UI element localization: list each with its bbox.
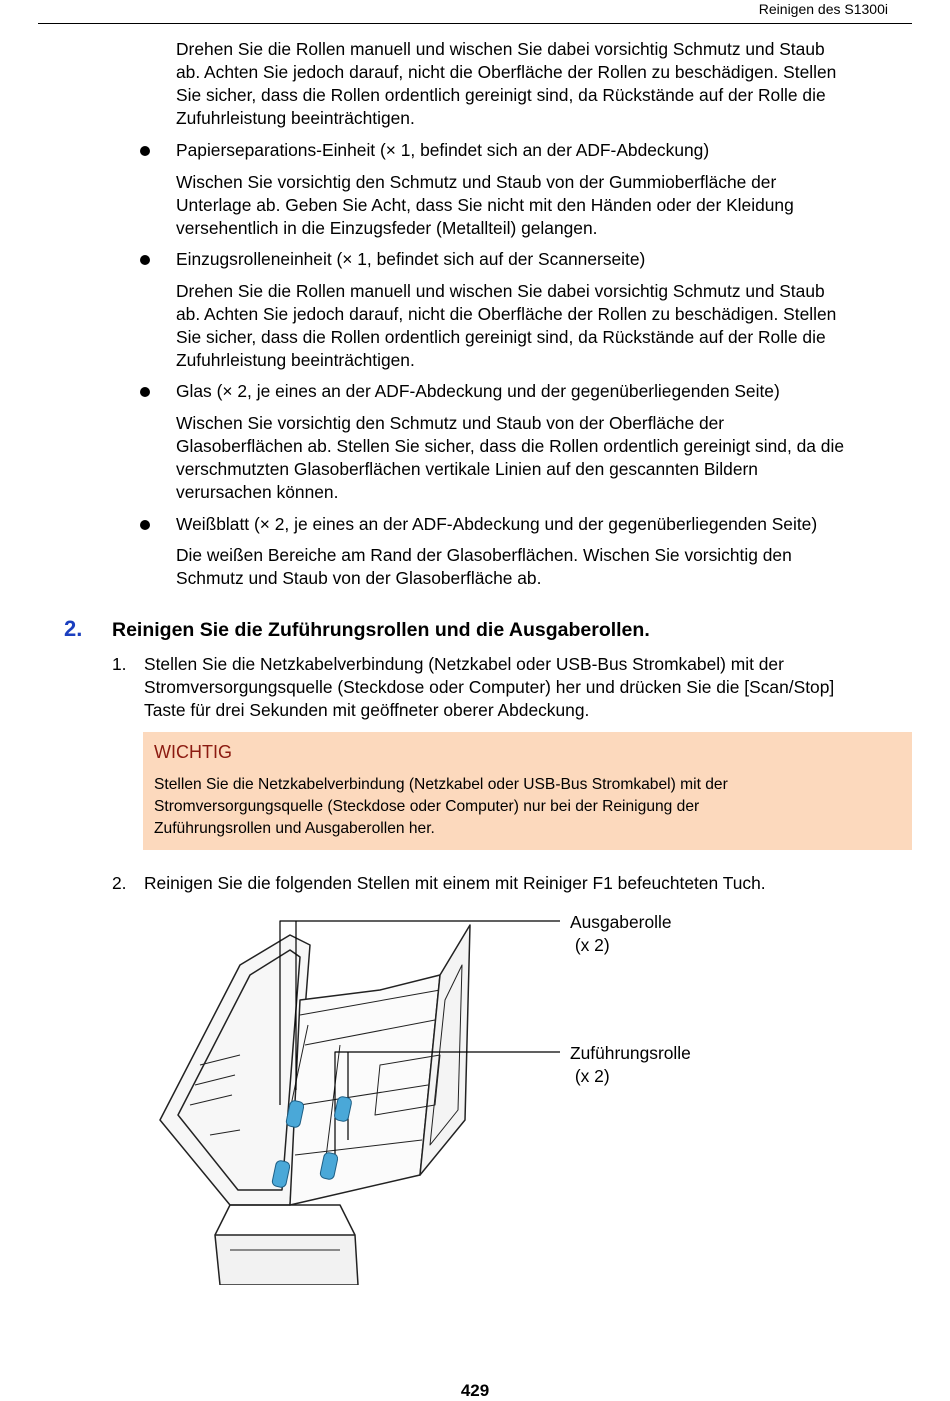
substep-text [144, 653, 914, 722]
running-header: Reinigen des S1300i [758, 1, 888, 17]
scanner-illustration [140, 905, 740, 1285]
text-line: Zufuhrleistung beeinträchtigen. [176, 108, 415, 128]
bullet-dot-icon [140, 520, 150, 530]
bullet-description [176, 544, 916, 590]
text-line: Drehen Sie die Rollen manuell und wischen Sie dabei vorsichtig Schmutz und Staub [176, 39, 825, 59]
text-line: Stromversorgungsquelle (Steckdose oder Computer) nur bei der Reinigung der [154, 798, 700, 815]
bullet-dot-icon [140, 255, 150, 265]
text-line: Schmutz und Staub von der Glasoberfläche ab. [176, 568, 542, 588]
callout-ausgaberolle [570, 911, 672, 957]
page-number: 429 [460, 1381, 490, 1400]
important-note [143, 732, 912, 850]
scanner-body-outline [290, 975, 440, 1205]
bullet-dot-icon [140, 146, 150, 156]
text-line: Zuführungsrollen und Ausgaberollen her. [154, 820, 435, 837]
text-line: Unterlage ab. Geben Sie Acht, dass Sie nicht mit den Händen oder der Kleidung [176, 195, 794, 215]
text-line: verschmutzten Glasoberflächen vertikale Linien auf den gescannten Bildern [176, 459, 758, 479]
text-line: Wischen Sie vorsichtig den Schmutz und Staub von der Oberfläche der [176, 413, 725, 433]
callout-zufuehrungsrolle [570, 1042, 691, 1088]
step-number: 2. [64, 616, 83, 641]
scanner-front-base [215, 1235, 358, 1285]
text-line: Stromversorgungsquelle (Steckdose oder Computer) her und drücken Sie die [Scan/Stop] [144, 677, 835, 697]
text-line: Stellen Sie die Netzkabelverbindung (Netzkabel oder USB-Bus Stromkabel) mit der [144, 654, 784, 674]
bullet-title: Weißblatt (× 2, je eines an der ADF-Abdeckung und der gegenüberliegenden Seite) [176, 514, 818, 534]
text-line: Sie sicher, dass die Rollen ordentlich gereinigt sind, da Rückstände auf der Rolle die [176, 327, 826, 347]
scanner-drawing [140, 905, 740, 1285]
intro-paragraph [176, 38, 916, 130]
text-line: Reinigen Sie die folgenden Stellen mit einem mit Reiniger F1 befeuchteten Tuch. [144, 873, 766, 893]
bullet-title: Papierseparations-Einheit (× 1, befindet sich an der ADF-Abdeckung) [176, 140, 710, 160]
text-line: Glasoberflächen ab. Stellen Sie sicher, dass die Rollen ordentlich gereinigt sind, da die [176, 436, 845, 456]
substep-number: 2. [112, 873, 127, 893]
substep-number: 1. [112, 654, 127, 674]
callout-label-line: Ausgaberolle [570, 912, 672, 932]
text-line: Die weißen Bereiche am Rand der Glasoberflächen. Wischen Sie vorsichtig den [176, 545, 792, 565]
text-line: ab. Achten Sie jedoch darauf, nicht die Oberfläche der Rollen zu beschädigen. Stellen [176, 62, 837, 82]
text-line: Sie sicher, dass die Rollen ordentlich gereinigt sind, da Rückstände auf der Rolle die [176, 85, 826, 105]
text-line: Wischen Sie vorsichtig den Schmutz und Staub von der Gummioberfläche der [176, 172, 777, 192]
text-line: Stellen Sie die Netzkabelverbindung (Netzkabel oder USB-Bus Stromkabel) mit der [154, 776, 728, 793]
bullet-dot-icon [140, 387, 150, 397]
text-line: versehentlich in die Einzugsfeder (Metallteil) gelangen. [176, 218, 598, 238]
bullet-title: Einzugsrolleneinheit (× 1, befindet sich auf der Scannerseite) [176, 249, 646, 269]
callout-label-line: (x 2) [570, 935, 610, 955]
text-line: ab. Achten Sie jedoch darauf, nicht die Oberfläche der Rollen zu beschädigen. Stellen [176, 304, 837, 324]
important-title: WICHTIG [154, 742, 232, 762]
text-line: verursachen können. [176, 482, 339, 502]
bullet-title: Glas (× 2, je eines an der ADF-Abdeckung und der gegenüberliegenden Seite) [176, 381, 780, 401]
bullet-description [176, 412, 916, 504]
step-title: Reinigen Sie die Zuführungsrollen und die Ausgaberollen. [112, 619, 650, 641]
header-rule [38, 23, 912, 24]
callout-label-line: (x 2) [570, 1066, 610, 1086]
callout-label-line: Zuführungsrolle [570, 1043, 691, 1063]
important-text [154, 774, 894, 840]
text-line: Zufuhrleistung beeinträchtigen. [176, 350, 415, 370]
bullet-description [176, 280, 916, 372]
text-line: Taste für drei Sekunden mit geöffneter oberer Abdeckung. [144, 700, 590, 720]
substep-text [144, 872, 914, 895]
text-line: Drehen Sie die Rollen manuell und wischen Sie dabei vorsichtig Schmutz und Staub [176, 281, 825, 301]
bullet-description [176, 171, 916, 240]
